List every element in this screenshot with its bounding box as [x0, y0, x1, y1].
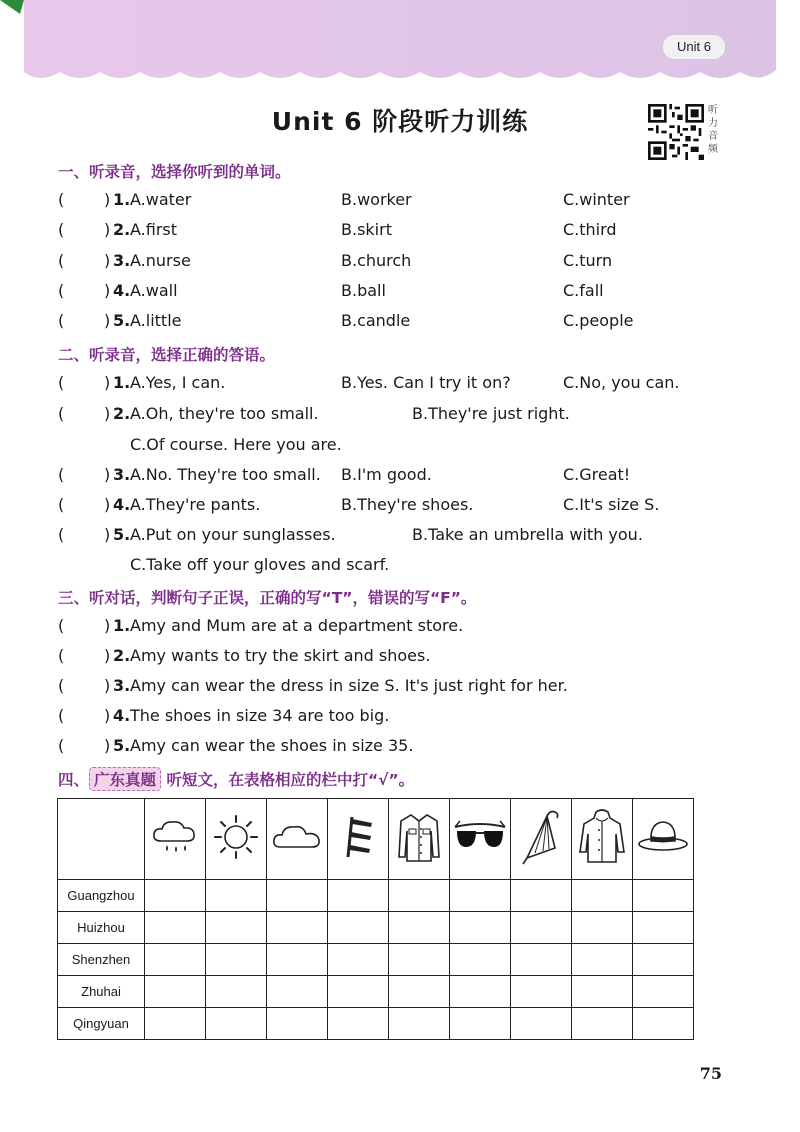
- list-item: ( ) 2. A.Oh, they're too small. B.They're just right.: [58, 404, 570, 423]
- answer-cell[interactable]: [572, 880, 633, 912]
- answer-cell[interactable]: [206, 1008, 267, 1040]
- answer-cell[interactable]: [267, 944, 328, 976]
- city-name: Huizhou: [58, 912, 145, 944]
- list-item: ( ) 4. A.They're pants. B.They're shoes. C.It's size S.: [58, 495, 660, 514]
- answer-cell[interactable]: [389, 944, 450, 976]
- raincoat-icon: [578, 808, 626, 866]
- city-name: Qingyuan: [58, 1008, 145, 1040]
- answer-cell[interactable]: [267, 1008, 328, 1040]
- answer-cell[interactable]: [145, 944, 206, 976]
- answer-cell[interactable]: [328, 976, 389, 1008]
- list-item: ( ) 2. Amy wants to try the skirt and shoes.: [58, 646, 431, 665]
- answer-table: [57, 798, 694, 1040]
- answer-cell[interactable]: [450, 944, 511, 976]
- list-item: ( ) 1. Amy and Mum are at a department store.: [58, 616, 464, 635]
- umbrella-icon: [517, 808, 565, 866]
- list-item: ( ) 3. Amy can wear the dress in size S. It's just right for her.: [58, 676, 568, 695]
- answer-cell[interactable]: [389, 1008, 450, 1040]
- sunny-icon: [212, 813, 260, 861]
- answer-cell[interactable]: [511, 976, 572, 1008]
- unit-badge: Unit 6: [662, 34, 726, 60]
- list-item: ( ) 5. Amy can wear the shoes in size 35.: [58, 736, 414, 755]
- answer-cell[interactable]: [450, 976, 511, 1008]
- list-item: ( ) 5. A.little B.candle C.people: [58, 311, 634, 330]
- city-name: Guangzhou: [58, 880, 145, 912]
- answer-cell[interactable]: [328, 912, 389, 944]
- answer-cell[interactable]: [206, 912, 267, 944]
- answer-cell[interactable]: [206, 944, 267, 976]
- hat-icon: [636, 815, 690, 859]
- section3-heading: 三、听对话，判断句子正误，正确的写“T”，错误的写“F”。: [58, 589, 477, 607]
- answer-cell[interactable]: [145, 912, 206, 944]
- answer-cell[interactable]: [389, 976, 450, 1008]
- answer-cell[interactable]: [450, 880, 511, 912]
- answer-cell[interactable]: [206, 880, 267, 912]
- answer-cell[interactable]: [328, 880, 389, 912]
- page-title: Unit 6 阶段听力训练: [271, 107, 529, 136]
- table-row: [58, 976, 694, 1008]
- qr-code-icon[interactable]: [648, 104, 704, 160]
- answer-cell[interactable]: [633, 912, 694, 944]
- answer-cell[interactable]: [511, 1008, 572, 1040]
- list-item: ( ) 3. A.No. They're too small. B.I'm good. C.Great!: [58, 465, 631, 484]
- table-corner-cell: [58, 799, 145, 880]
- shirt-icon: [397, 811, 441, 863]
- list-item-continued: C.Of course. Here you are.: [130, 435, 342, 454]
- cloudy-icon: [270, 817, 324, 857]
- header-cell: [633, 799, 694, 880]
- answer-cell[interactable]: [511, 880, 572, 912]
- answer-cell[interactable]: [511, 912, 572, 944]
- table-row: [58, 1008, 694, 1040]
- list-item: ( ) 4. The shoes in size 34 are too big.: [58, 706, 390, 725]
- list-item-continued: C.Take off your gloves and scarf.: [130, 555, 390, 574]
- header-cell: [572, 799, 633, 880]
- answer-cell[interactable]: [328, 1008, 389, 1040]
- answer-cell[interactable]: [633, 1008, 694, 1040]
- answer-cell[interactable]: [145, 976, 206, 1008]
- list-item: ( ) 5. A.Put on your sunglasses. B.Take an umbrella with you.: [58, 525, 643, 544]
- qr-label: 听力音频: [708, 105, 718, 155]
- table-row: [58, 880, 694, 912]
- answer-cell[interactable]: [572, 912, 633, 944]
- table-row: [58, 944, 694, 976]
- answer-cell[interactable]: [572, 976, 633, 1008]
- answer-cell[interactable]: [450, 1008, 511, 1040]
- page-number: 75: [699, 1064, 722, 1083]
- answer-cell[interactable]: [633, 976, 694, 1008]
- answer-cell[interactable]: [267, 880, 328, 912]
- answer-cell[interactable]: [511, 944, 572, 976]
- list-item: ( ) 1. A.Yes, I can. B.Yes. Can I try it on? C.No, you can.: [58, 373, 680, 392]
- table-row: [58, 912, 694, 944]
- answer-cell[interactable]: [633, 944, 694, 976]
- source-tag: 广东真题: [89, 767, 161, 791]
- answer-cell[interactable]: [206, 976, 267, 1008]
- answer-cell[interactable]: [572, 944, 633, 976]
- answer-cell[interactable]: [389, 880, 450, 912]
- header-cell: [328, 799, 389, 880]
- header-cell: [267, 799, 328, 880]
- answer-cell[interactable]: [267, 976, 328, 1008]
- answer-cell[interactable]: [145, 880, 206, 912]
- answer-cell[interactable]: [267, 912, 328, 944]
- section4-heading: 四、 广东真题 听短文，在表格相应的栏中打“√”。: [58, 767, 414, 791]
- answer-cell[interactable]: [450, 912, 511, 944]
- answer-cell[interactable]: [328, 944, 389, 976]
- sunglasses-icon: [452, 817, 508, 857]
- header-cell: [511, 799, 572, 880]
- list-item: ( ) 4. A.wall B.ball C.fall: [58, 281, 604, 300]
- header-cell: [389, 799, 450, 880]
- answer-cell[interactable]: [572, 1008, 633, 1040]
- list-item: ( ) 3. A.nurse B.church C.turn: [58, 251, 613, 270]
- header-cell: [206, 799, 267, 880]
- answer-cell[interactable]: [145, 1008, 206, 1040]
- rainy-icon: [149, 815, 201, 859]
- section1-heading: 一、听录音，选择你听到的单词。: [58, 163, 291, 181]
- city-name: Shenzhen: [58, 944, 145, 976]
- header-cell: [145, 799, 206, 880]
- list-item: ( ) 2. A.first B.skirt C.third: [58, 220, 617, 239]
- windy-icon: [338, 813, 378, 861]
- city-name: Zhuhai: [58, 976, 145, 1008]
- table-header-row: [58, 799, 694, 880]
- list-item: ( ) 1. A.water B.worker C.winter: [58, 190, 630, 209]
- answer-cell[interactable]: [389, 912, 450, 944]
- answer-cell[interactable]: [633, 880, 694, 912]
- section2-heading: 二、听录音，选择正确的答语。: [58, 346, 276, 364]
- header-cell: [450, 799, 511, 880]
